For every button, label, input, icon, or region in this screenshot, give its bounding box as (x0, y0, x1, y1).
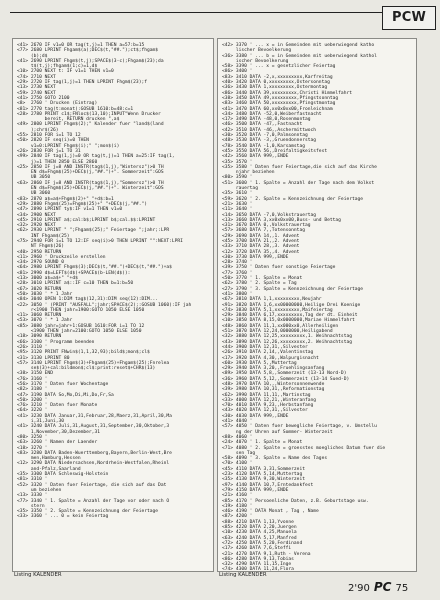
code-line: <63> 4240 DATA 5,17,Manfred (222, 535, 297, 541)
code-line: <83> 3460 DATA 50,xxxxxxxxx,Pfingstmontag (222, 101, 336, 107)
code-line: <62> 3990 DATA 11,11,,Martinstag (222, 392, 311, 398)
code-line: <31> 3670 DATA 0,,Volkstrauertag (222, 223, 311, 229)
listing-caption-left: Listing KALENDER (14, 572, 62, 578)
code-line: <62> 2930 LPRINT " ";Fhgam$(25);" Feiertage ";jahr;:LPR (17, 228, 170, 234)
code-line: NT Fhgm$(26) (30, 244, 65, 250)
code-line: <91> 3820 DATA 1,6,xx00000000,Heilige Drei Koenige (222, 302, 361, 308)
code-line: <17> 4260 DATA 7,6,Steffi (222, 546, 292, 552)
code-line: <74> 3830 DATA 5,1,xxxxxxxxx,Maifeiertag (222, 307, 333, 313)
code-line: <30> 3730 DATA 999,,ENDE (222, 254, 289, 260)
code-line: <80> 3250 ' (17, 434, 48, 440)
code-line: <41> 3470 DATA 60,xx0x0xx00,Fronleichnam (222, 106, 333, 112)
code-line: <11> 3060 RETURN (17, 313, 62, 319)
code-line: se$(3)+cal:bildmon$;cl$:print:reset$+CHR$(13) (30, 366, 156, 372)
code-line: 1,November,30,Dezember,31 (30, 429, 100, 435)
code-line: <28> 3010 LPRINT a$::IF c=10 THEN b=1:b=50 (17, 281, 134, 287)
code-line: <11> 2960 ' Druckzeile erstellen (17, 254, 106, 260)
code-line: <86> 3440 DATA 39,xxxxxxxxx,Christi Himmelfahrt (222, 90, 352, 96)
code-line: <83> 3410 DATA -2,x,xxxxxxxxx,Karfreitag (222, 74, 333, 80)
code-line: <48> 3970 DATA 10,,,Wintersonnenwende (222, 382, 325, 387)
code-line: <39> 3980 DATA 10,31,,Reformationstag (222, 387, 325, 393)
code-line: <77> 3760 ' (222, 270, 253, 276)
code-line: <24> 4070 ' 1. Spalte = Monat (222, 440, 303, 446)
code-line: <47> 3190 DATA So,Mo,Di,Mi,Do,Fr,Sa (17, 392, 114, 398)
code-line: <50> 3770 ' 1. Spalte = Monat (222, 276, 303, 282)
code-line: <11> 3640 ' (222, 207, 253, 213)
listing-caption-right: Listing KALENDER (219, 572, 267, 578)
code-line: <14> 3650 DATA -7,0,Volkstrauertag (222, 212, 317, 218)
code-line: <32> 2920 NEXT (17, 223, 56, 229)
code-line: <46> 4190 ' DATA Monat , Tag , Name (222, 509, 319, 515)
issue-label: 2'90 (348, 583, 370, 594)
page-footer (348, 580, 408, 596)
code-line: <29> 3940 DATA 3,20,,Fruehlingsanfang (222, 366, 325, 372)
code-line: <66> 3100 ' Programm beenden (17, 339, 95, 345)
code-line: stern (30, 503, 45, 509)
code-line: <29> 2880 Fhgm$(25)=Fhgm$(25)+" "+DEC$(j,"##.") (17, 201, 147, 207)
listing-column-right (217, 38, 417, 572)
code-line: men,Hamburg,Hessen (30, 456, 81, 462)
code-line: <13> 2730 NEXT (17, 85, 56, 91)
code-line: <50> 3200 ' (17, 397, 48, 403)
code-line: <26> 3910 DATA 2,14,,Valentinstag (222, 350, 314, 356)
code-line: and-Pfalz,Saarland (30, 466, 81, 472)
code-line: <88> 4210 DATA 1,13,Yvonne (222, 519, 294, 525)
code-line: <17> 3490 DATA -48,0,Rosenmontag (222, 117, 311, 123)
code-line: <81> 3310 ' (17, 477, 48, 483)
code-line: <95> 3120 PRINT FNwin$(1,1,32,93);bild$;mon$;cl$ (17, 350, 150, 356)
code-line: <41> 2690 LPRINT Fhgm$(t,j);SPACE$(3-c);Fhgam$(23);da (17, 58, 164, 64)
header-rule (10, 12, 382, 13)
code-line: <35> 4130 DATA 9,30,Winterzeit (222, 477, 305, 483)
code-listing-left (13, 39, 213, 520)
code-line: rauertag (235, 186, 258, 192)
code-line: <33> 3710 DATA 28,,3. Advent (222, 244, 300, 250)
code-line: lischer Bevoelkerung (235, 48, 292, 54)
code-line: r<1900 THEN jahr=1900:GOTO 1050 ELSE 1050 (30, 307, 145, 313)
code-line: <33> 3360 ' ... 0 = kein Feiertag (17, 514, 109, 520)
code-listing-right (218, 39, 416, 572)
code-line: sen Tag (235, 450, 256, 456)
code-line: <34> 3480 DATA -52,0,Weiberfastnacht (222, 111, 322, 117)
code-line: <47> 2890 LPRINT ty$:IF v1=1 THEN v1=0 (17, 207, 123, 213)
code-line: <85> 4170 ' Persoenliche Daten, z.B. Geburtstage usw. (222, 498, 369, 504)
code-line: <31> 3130 LPRINT 80 (17, 355, 70, 361)
code-line: <82> 3180 ' (17, 387, 48, 393)
code-line: <13> 3660 DATA 3,xx0x0xx00,Buss- und Bettag (222, 217, 341, 223)
code-line: <51> 3870 DATA 12,24,0000000,Heiligabend (222, 329, 333, 335)
code-line: <13> 3000 a$=a$+" "+d$ (17, 276, 78, 282)
code-line: <42> 3370 ' ... x = in Gemeinden mit ueberwiegend katho (222, 43, 375, 48)
code-line: <75> 2940 FOR i=1 TO 12:IF seq(i)>0 THEN LPRINT "":NEXT:LPRI (17, 238, 183, 244)
code-line: <1900 THEN jahr=2100:GOTO 1050 ELSE 1050 (30, 329, 142, 335)
code-line: EN d$=Fhgm$(25)+DEC$(j,"##.")+". Sommerzeit":GOS (30, 170, 164, 176)
code-line: <29> 3840 DATA 6,17,xxxxxxxxx,Tag der dt. Einheit (222, 313, 358, 319)
code-line: <35> 3580 ' Daten fuer Feiertage,die sich auf das Kirche (222, 164, 377, 170)
code-line: <35> 3350 ' 2. Spalte = Kennzeichnung der Feiertage (17, 509, 159, 515)
code-line: <10> 4230 DATA 4,25,Manuela (222, 530, 297, 536)
code-line: bereit, RETURN drucken ",a$ (44, 117, 120, 123)
code-line: <62> 3780 ' 2. Spalte = Tag (222, 281, 297, 287)
code-line: <19> 4180 ' (222, 503, 253, 509)
code-line: <84> 3040 OPEN 1:DIM tag$(12,31):DIM seq(12):DIM... (17, 297, 159, 303)
code-line: <43> 4020 DATA 12,31,,Silvester (222, 408, 308, 414)
code-line: <67> 3810 DATA 1,1,xxxxxxxxx,Neujahr (222, 297, 322, 303)
code-line: <45> 4110 DATA 3,31,Sommerzeit (222, 466, 305, 472)
code-line: <22> 3050 ' (PRINT "AUSFALL";jahr;SPACE$(2);:GOSUB 1060):IF jah (17, 302, 192, 308)
code-line: i,31,Juni,30 (30, 419, 65, 425)
code-line: <85> 3080 jahr=jahr+1:GOSUB 1610:FOR i=1 TO 12 (17, 323, 145, 329)
code-line: <55> 2810 FOR i=1 TO 12 (17, 133, 81, 139)
code-line: <77> 2680 LPRINT Fhgam$(a);DEC$(t,"##.");ct$;fhgam$ (17, 48, 159, 54)
code-line: ng der Uhren auf Sommer- Winterzeit (235, 429, 333, 435)
code-line: <57> 3680 DATA 7,,Totensonntag (222, 228, 305, 234)
code-line: <60> 3930 DATA 5,,Muttertag (222, 360, 297, 366)
code-line: <53> 3070 ' * 1 Jahr (17, 318, 73, 324)
code-line: <27> 3790 ' 3. Spalte = Kennzeichnung der Feiertage (222, 286, 364, 292)
code-line: <26> 3110 ' (17, 344, 48, 350)
code-line: <42> 3560 DATA 999,,ENDE (222, 154, 289, 160)
code-line: <49> 2800 LPRINT Fhgm$(2);" Kalender fuer "land$(land (17, 122, 164, 128)
code-line: <81> 2770 tag(t:monat):GOSUB 1610:b=48:c=1 (17, 106, 134, 112)
code-line: <41> 3800 ' (222, 291, 253, 297)
code-line: <12> 3720 DATA 35,,4. Advent (222, 249, 300, 255)
code-line: <28> 3740 ' (222, 260, 253, 266)
code-line: <71> 4080 ' 2. Spalte = groesstes moegliches Datum fuer die (222, 445, 386, 451)
code-line: <23> 4120 DATA 5,14,Muttertag (222, 472, 303, 478)
code-line: (b);d$ (30, 53, 48, 59)
code-line: UB 3050 (30, 175, 51, 181)
code-line: <32> 4290 DATA 11,15,Inge (222, 562, 292, 568)
code-line: <64> 3220 ' (17, 408, 48, 414)
code-line: <41> 4040 ' (222, 419, 253, 425)
code-line: <10> 3850 DATA 8,15,0x0000000,Mariae Himmelfahrt (222, 318, 355, 324)
listing-column-left (12, 38, 214, 572)
code-line: <83> 3280 DATA Baden-Wuerttemberg,Bayern,Berlin-West,Bre (17, 450, 172, 456)
code-line: <35> 3610 ' (222, 191, 253, 197)
code-line: <83> 2870 a$=a$+Fhgm$(2)+" "+d$:b=1 (17, 196, 114, 202)
code-line: );chr$(26) (30, 127, 59, 133)
code-line: <29> 2720 IF tag(1,j)=1 THEN LPRINT Fhgm$(23);f (17, 80, 147, 86)
code-line: UB 3060 (30, 191, 51, 197)
code-line: njahr beziehen (235, 170, 275, 176)
code-line: <18> 3090 RETURN (17, 334, 62, 340)
code-line: <21> 3630 ' (222, 201, 253, 207)
code-line: EN d$=Fhgm$(25)+DEC$(j,"##.")+". Winterzeit":GOS (30, 186, 164, 192)
code-line: <38> 3450 DATA 49,xxxxxxxxx,Pfingstsonntag (222, 95, 339, 101)
code-line: <8> 2760 ' Drucken (Eintrag) (17, 101, 98, 107)
code-line: <32> 3880 DATA 12,25,xxxxxxxxx,1. Weihnachtstag (222, 334, 352, 340)
code-line: <50> 3030 ' * 1 Jahr (17, 291, 73, 297)
code-line: <41> 3230 DATA Januar,31,Februar,28,Maerz,31,April,30,Ma (17, 413, 172, 419)
magazine-logo: PC (373, 580, 392, 594)
code-line: t$(t,j);fhgam$(1;c)=1,d$ (30, 64, 98, 70)
code-line: <79> 4150 DATA 999,,ENDE (222, 487, 289, 493)
code-line: <42> 3510 DATA -46,,Aschermittwoch (222, 127, 317, 133)
code-line: INT Fhgam$(25) (30, 233, 70, 239)
code-line: <35> 3300 DATA Schleswig-Holstein (17, 472, 109, 478)
code-line: <57> 4050 ' Daten fuer bewegliche Feiertage, v. Umstellu (222, 424, 377, 430)
code-line: <33> 4000 DATA 12,21,,Winteranfang (222, 397, 317, 403)
code-line: <45> 2910 LPRINT a$;cal:b$;LPRINT b$;cal.$$:LPRINT (17, 217, 156, 223)
code-line: <97> 4140 DATA 10,7,Erntedankfest (222, 482, 314, 488)
code-line: <63> 2860 IF j=8 AND INSTR(tag$(1,j),"Sommersz")>0 TH (17, 180, 164, 186)
code-line: <99> 2840 IF tag(1,j)=0 OR tag(t,j)=1 THEN a=25:IF tag(1, (17, 154, 175, 160)
code-line: <67> 3020 RETURN (17, 286, 62, 292)
code-line: <57> 3140 LPRINT Fhgm$(3)+Fhgam$(25)+Fhgam$(25);Fnrelea (17, 360, 170, 366)
code-line: <52> 3320 ' Daten fuer Feiertage, die sich auf das Dat (17, 482, 167, 488)
code-line: <59> 3620 ' 2. Spalte = Kennzeichnung der Feiertage (222, 196, 364, 202)
code-line: <36> 3380 ' ... b = in Gemeinden mit ueberwiegend kathol (222, 53, 377, 59)
code-line: <13> 3330 ' (17, 493, 48, 499)
code-line: <58> 4090 ' 3. Spalte = Name des Tages (222, 456, 328, 462)
code-line: <76> 3160 ' (17, 376, 48, 382)
code-line: <45> 3550 DATA 56,,Dreifaltigkeitsfest (222, 148, 328, 154)
code-line: <58> 3390 ' ... x = gesetzlicher Feiertag (222, 64, 336, 70)
code-line: <39> 3750 ' Daten fuer sonstige Feiertage (222, 265, 336, 271)
code-line: <43> 3890 DATA 12,26,xxxxxxxxx,2. Weihnachtstag (222, 339, 352, 345)
code-line: <89> 3950 DATA 5,8,,Sommerzeit (13-13 Nord-D) (222, 371, 347, 377)
code-line: <85> 4220 DATA 2,20,Juergen (222, 525, 297, 531)
code-line: <34> 2970 SOUND 0 (17, 260, 65, 266)
code-line: <56> 3170 ' Daten fuer Wochentage (17, 382, 109, 387)
code-line: ischer Bevoelkerung (235, 58, 289, 64)
code-line: <35> 3570 ' (222, 159, 253, 165)
code-line: <18> 3270 ' (17, 445, 48, 451)
code-line: <86> 4280 DATA 9,13,Tobias (222, 556, 294, 562)
code-line: <21> 4160 ' (222, 493, 253, 499)
code-line: <40> 2950 RETURN (17, 249, 62, 255)
code-line: <59> 2740 NEXT (17, 90, 56, 96)
code-line: <29> 3690 DATA 14,,1. Advent (222, 233, 300, 239)
code-line: <41> 2750 GOTO 2100 (17, 95, 70, 101)
code-line: <74> 4300 DATA 11,24,Flora (222, 567, 294, 572)
code-line: <36> 3960 DATA 5,12,,Sommerzeit (13-14 Sued-D) (222, 376, 350, 382)
code-line: <80> 3590 ' (222, 175, 253, 181)
code-line: <48> 3860 DATA 11,1,xx000xx0,Allerheiligen (222, 323, 339, 329)
code-line: v1=0:LPRINT Fhgm$(i);" ";mon$(i) (30, 143, 120, 149)
code-line: <50> 2820 IF seq(i)=0 THEN (17, 138, 89, 144)
code-line: <12> 3290 DATA Niedersachsen,Nordrhein-Westfalen,Rheinl (17, 461, 170, 467)
code-line: <72> 4250 DATA 5,20,Ferdinand (222, 540, 303, 546)
code-line: <46> 3500 DATA -47,,Fastnacht (222, 122, 303, 128)
code-line: <88> 4060 ' (222, 434, 253, 440)
code-line: <28> 2780 PRINT c1$;FNloc$(13,10);INPUT"Wenn Drucker (17, 111, 161, 117)
code-line: <26> 2830 FOR j=1 TO 31 (17, 148, 81, 154)
code-line: <74> 2710 NEXT (17, 74, 56, 80)
code-line: <30> 4030 DATA 999,,ENDE (222, 413, 289, 419)
code-line: <63> 3260 ' Namen der Laender (17, 440, 98, 446)
code-line: j)=1 THEN 2850 ELSE 2860 (30, 159, 98, 165)
code-line: <70> 4100 ' (222, 461, 253, 467)
code-line: <30> 3520 DATA -7,0,Palmsonntag (222, 133, 308, 139)
section-tag: PCW (382, 6, 436, 30)
code-line: <10> 2700 NEXT t: IF v1=1 THEN v1=0 (17, 69, 114, 75)
code-line: <77> 3340 ' 1. Spalte = Anzahl der Tage vor oder nach O (17, 498, 170, 504)
code-line: <70> 4010 DATA 9,23,,Herbstanfang (222, 403, 314, 409)
code-line: <21> 4270 DATA 9,1,Ruth - Verena (222, 551, 311, 557)
code-line: <41> 2670 IF v1=0 OR tag(t,j)=1 THEN a=57:b=15 (17, 43, 145, 48)
code-line: <48> 3530 DATA -3,,Gruendonnerstag (222, 138, 317, 144)
code-line: <44> 3900 DATA 12,31,,Silvester (222, 344, 308, 350)
code-line: <38> 3150 END (17, 371, 53, 377)
page-number: 75 (395, 583, 409, 594)
code-line: <45> 3700 DATA 21,,2. Advent (222, 238, 300, 244)
code-line: <17> 3920 DATA 4,30,,Walpurgisnacht (222, 355, 319, 361)
code-line: <76> 3210 ' Daten fuer Monate (17, 403, 98, 409)
code-line: <40> 3420 DATA 0,xxxxxxxxx,Ostersonntag (222, 80, 330, 86)
code-line: <51> 3600 ' 1. Spalte = Anzahl der Tage nach dem Volkst (222, 180, 375, 186)
code-line: <25> 2850 IF j=8 AND INSTR(tag$(1,j),"Wintersz")>0 TH (17, 164, 164, 170)
code-line: <81> 2990 d$=LEFT$(d$)+SPACE$(b-LEN(d$)): (17, 270, 131, 276)
code-line: <41> 3240 DATA Juli,31,August,31,September,30,Oktober,3 (17, 424, 170, 430)
code-line: <36> 3430 DATA 1,xxxxxxxxx,Ostermontag (222, 85, 328, 91)
code-line: um beziehen (30, 487, 62, 493)
code-line: <86> 3400 ' (222, 69, 253, 75)
code-line: <78> 3540 DATA -1,0,Karsamstag (222, 143, 305, 149)
code-line: <64> 2980 LPRINT Fhgm$(3);DEC$(t,"##.")+DEC$(t,"##.")+a$ (17, 265, 172, 271)
code-line: <87> 4200 ' (222, 514, 253, 520)
code-line: <34> 2900 NEXT (17, 212, 56, 218)
